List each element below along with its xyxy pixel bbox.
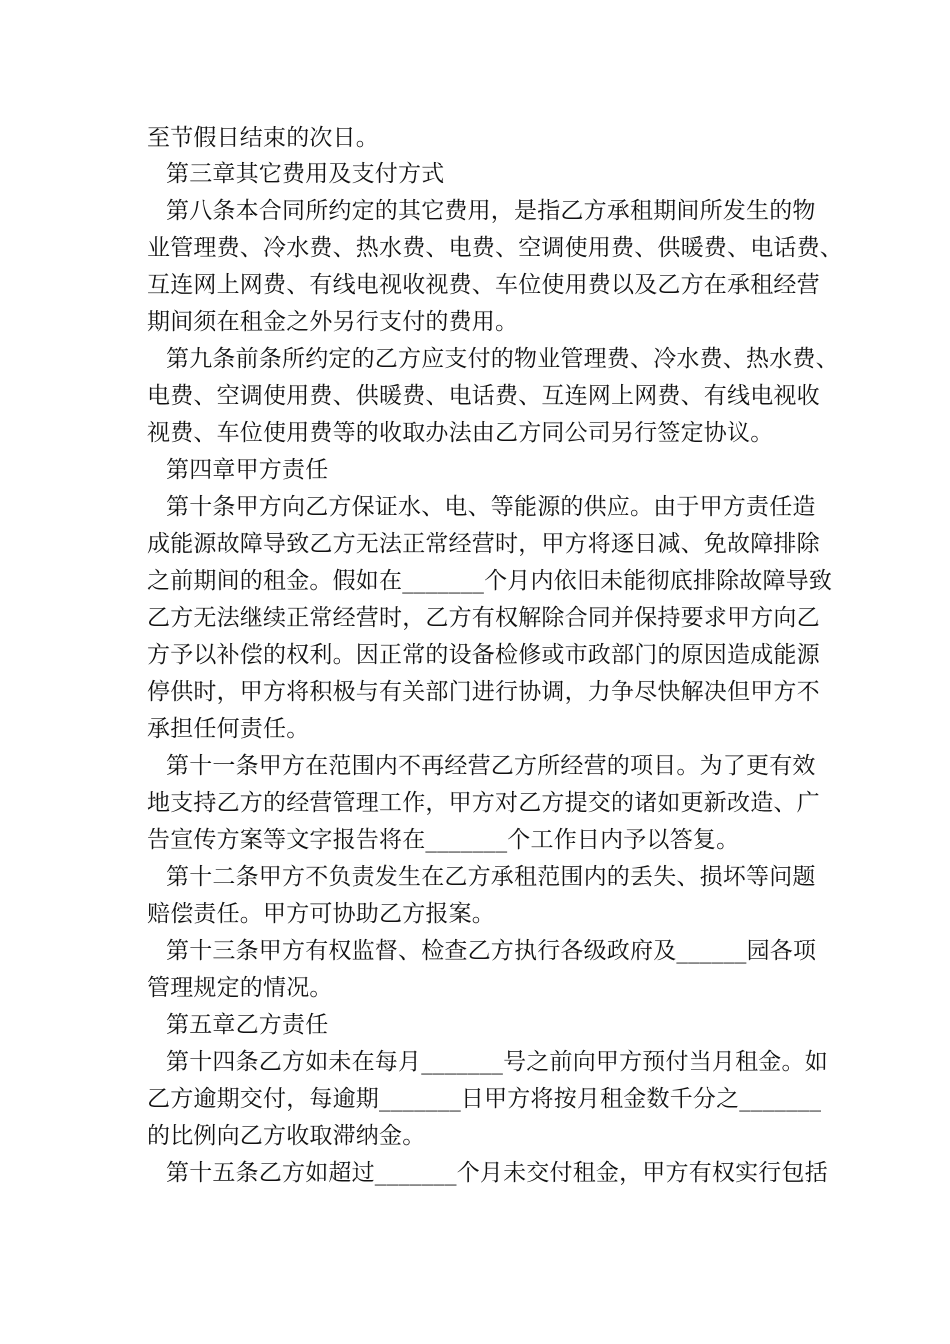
text-line: 至节假日结束的次日。 (147, 125, 379, 151)
text-line: 地支持乙方的经营管理工作，甲方对乙方提交的诸如更新改造、广 (147, 790, 820, 816)
text-line: 乙方逾期交付，每逾期_______日甲方将按月租金数千分之_______ (147, 1086, 822, 1112)
text-line: 互连网上网费、有线电视收视费、车位使用费以及乙方在承租经营 (147, 272, 820, 298)
text-line: 之前期间的租金。假如在_______个月内依旧未能彻底排除故障导致 (147, 568, 833, 594)
text-line: 第十一条甲方在范围内不再经营乙方所经营的项目。为了更有效 (166, 753, 816, 779)
text-line: 承担任何责任。 (147, 716, 310, 742)
chapter-heading: 第四章甲方责任 (166, 457, 329, 483)
text-line: 电费、空调使用费、供暖费、电话费、互连网上网费、有线电视收 (147, 383, 820, 409)
text-line: 乙方无法继续正常经营时，乙方有权解除合同并保持要求甲方向乙 (147, 605, 820, 631)
text-line: 停供时，甲方将积极与有关部门进行协调，力争尽快解决但甲方不 (147, 679, 820, 705)
text-line: 管理规定的情况。 (147, 975, 333, 1001)
text-line: 第十五条乙方如超过_______个月未交付租金，甲方有权实行包括 (166, 1160, 828, 1186)
text-line: 方予以补偿的权利。因正常的设备检修或市政部门的原因造成能源 (147, 642, 820, 668)
chapter-heading: 第五章乙方责任 (166, 1012, 329, 1038)
text-line: 第九条前条所约定的乙方应支付的物业管理费、冷水费、热水费、 (166, 346, 839, 372)
text-line: 第八条本合同所约定的其它费用，是指乙方承租期间所发生的物 (166, 198, 816, 224)
text-line: 业管理费、冷水费、热水费、电费、空调使用费、供暖费、电话费、 (147, 235, 843, 261)
text-line: 第十四条乙方如未在每月_______号之前向甲方预付当月租金。如 (166, 1049, 828, 1075)
text-line: 视费、车位使用费等的收取办法由乙方同公司另行签定协议。 (147, 420, 774, 446)
text-line: 赔偿责任。甲方可协助乙方报案。 (147, 901, 495, 927)
text-line: 告宣传方案等文字报告将在_______个工作日内予以答复。 (147, 827, 740, 853)
text-line: 成能源故障导致乙方无法正常经营时，甲方将逐日减、免故障排除 (147, 531, 820, 557)
text-line: 期间须在租金之外另行支付的费用。 (147, 309, 519, 335)
text-line: 第十二条甲方不负责发生在乙方承租范围内的丢失、损坏等问题 (166, 864, 816, 890)
text-line: 第十条甲方向乙方保证水、电、等能源的供应。由于甲方责任造 (166, 494, 816, 520)
text-line: 的比例向乙方收取滞纳金。 (147, 1123, 426, 1149)
chapter-heading: 第三章其它费用及支付方式 (166, 161, 445, 187)
text-line: 第十三条甲方有权监督、检查乙方执行各级政府及______园各项 (166, 938, 817, 964)
